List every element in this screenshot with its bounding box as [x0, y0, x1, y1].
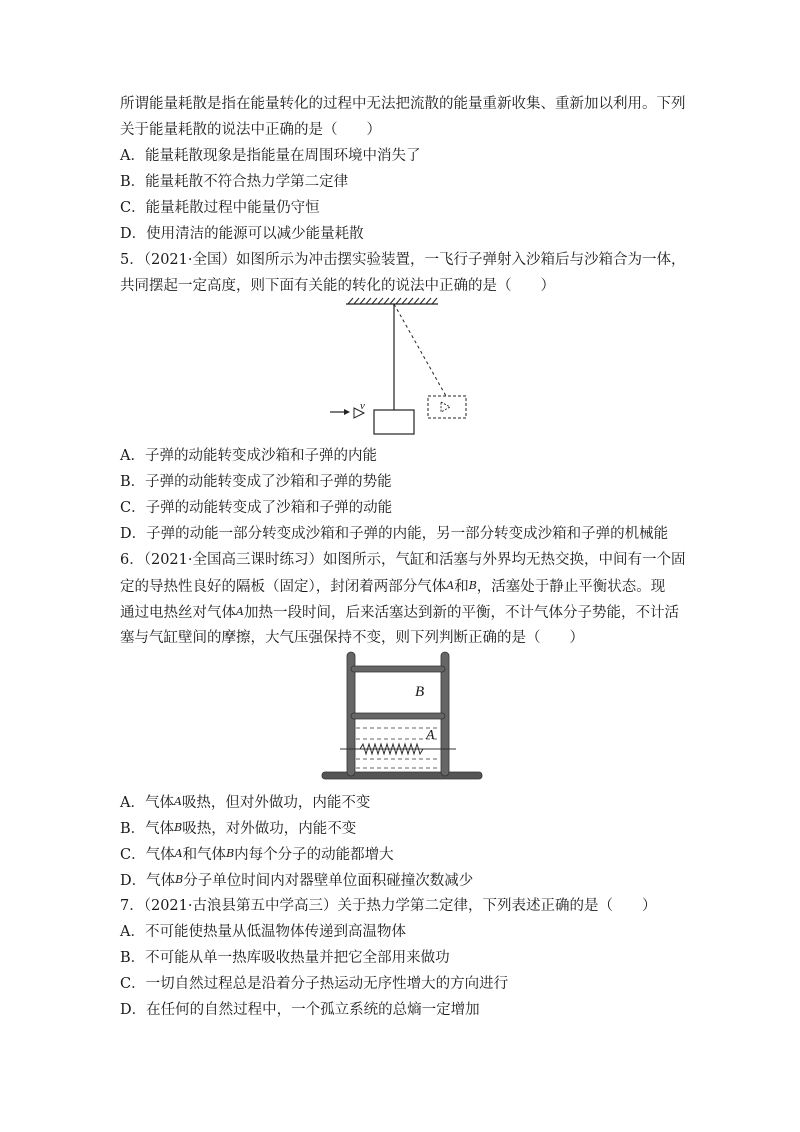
q6-option-c-text: 内每个分子的动能都增大 — [234, 847, 394, 863]
q5-option-b: B．子弹的动能转变成了沙箱和子弹的势能 — [120, 474, 392, 490]
q6-stem-line3-text-b: 加热一段时间，后来活塞达到新的平衡，不计气体分子势能，不计活 — [243, 605, 679, 621]
q6-option-b-prefix: B．气体 — [120, 821, 175, 837]
q4-stem-line2: 关于能量耗散的说法中正确的是（ ） — [120, 122, 381, 138]
ceiling-hatching — [348, 298, 437, 304]
q6-option-a-text: 吸热，但对外做功，内能不变 — [181, 795, 371, 811]
q6-option-d-prefix: D．气体 — [120, 873, 176, 889]
q6-stem-line2-text-c: ，活塞处于静止平衡状态。现 — [476, 579, 666, 595]
q6-option-d-text: 分子单位时间内对器壁单位面积碰撞次数减少 — [183, 873, 474, 889]
q7-option-c: C．一切自然过程总是沿着分子热运动无序性增大的方向进行 — [120, 976, 509, 992]
gas-b-symbol: B — [175, 873, 184, 886]
gas-b-symbol: B — [468, 579, 477, 592]
q6-stem-line4: 塞与气缸壁间的摩擦，大气压强保持不变，则下列判断正确的是（ ） — [120, 630, 584, 646]
q6-stem-line3 — [120, 602, 700, 623]
q6-option-a-prefix: A．气体 — [120, 795, 174, 811]
q6-option-d — [120, 870, 700, 891]
q6-option-c-mid: 和气体 — [182, 847, 227, 863]
piston — [351, 666, 445, 672]
cylinder-figure — [320, 650, 485, 780]
q6-option-b — [120, 818, 700, 839]
q7-option-d: D．在任何的自然过程中，一个孤立系统的总熵一定增加 — [120, 1002, 480, 1018]
q4-option-d: D．使用清洁的能源可以减少能量耗散 — [120, 226, 364, 242]
ballistic-pendulum-figure — [320, 296, 460, 436]
gas-b-symbol: B — [226, 847, 235, 860]
swung-sandbox — [428, 396, 466, 418]
q7-option-b: B．不可能从单一热库吸收热量并把它全部用来做功 — [120, 950, 450, 966]
q6-option-a — [120, 792, 700, 813]
bullet-in-box — [441, 402, 450, 412]
q5-stem-line2: 共同摆起一定高度，则下面有关能的转化的说法中正确的是（ ） — [120, 278, 555, 294]
gas-a-symbol: A — [174, 847, 183, 860]
partition — [351, 713, 445, 719]
q5-option-c: C．子弹的动能转变成了沙箱和子弹的动能 — [120, 500, 393, 516]
q5-option-a: A．子弹的动能转变成沙箱和子弹的内能 — [120, 448, 377, 464]
gas-a-symbol: A — [173, 795, 182, 808]
gas-a-symbol: A — [446, 579, 455, 592]
velocity-label: v — [360, 400, 365, 412]
q6-option-c-prefix: C．气体 — [120, 847, 175, 863]
q4-option-b: B．能量耗散不符合热力学第二定律 — [120, 174, 349, 190]
q4-option-c: C．能量耗散过程中能量仍守恒 — [120, 200, 320, 216]
gas-a-label: A — [426, 728, 435, 743]
q6-stem-line3-text-a: 通过电热丝对气体 — [120, 605, 236, 621]
cylinder-base — [322, 772, 482, 779]
swung-string — [394, 304, 446, 396]
q6-option-b-text: 吸热，对外做功，内能不变 — [182, 821, 357, 837]
gas-b-label: B — [415, 684, 425, 700]
velocity-arrow-head — [344, 409, 350, 415]
gas-b-symbol: B — [174, 821, 183, 834]
q4-stem-line1: 所谓能量耗散是指在能量转化的过程中无法把流散的能量重新收集、重新加以利用。下列 — [120, 96, 686, 112]
q7-stem: 7．（2021·古浪县第五中学高三）关于热力学第二定律，下列表述正确的是（ ） — [120, 898, 657, 914]
q6-stem-line2-text-a: 定的导热性良好的隔板（固定），封闭着两部分气体 — [120, 579, 447, 595]
q6-stem-line1: 6．（2021·全国高三课时练习）如图所示，气缸和活塞与外界均无热交换，中间有一个固 — [120, 552, 686, 568]
q5-option-d: D．子弹的动能一部分转变成沙箱和子弹的内能，另一部分转变成沙箱和子弹的机械能 — [120, 526, 669, 542]
q6-option-c — [120, 844, 700, 865]
gas-a-symbol: A — [236, 605, 244, 618]
sandbox — [374, 410, 414, 434]
q7-option-a: A．不可能使热量从低温物体传递到高温物体 — [120, 924, 406, 940]
q5-stem-line1: 5．（2021·全国）如图所示为冲击摆实验装置，一飞行子弹射入沙箱后与沙箱合为一体， — [120, 252, 686, 268]
q6-stem-line2-text-b: 和 — [454, 579, 469, 595]
q6-stem-line2 — [120, 576, 700, 597]
q4-option-a: A．能量耗散现象是指能量在周围环境中消失了 — [120, 148, 421, 164]
